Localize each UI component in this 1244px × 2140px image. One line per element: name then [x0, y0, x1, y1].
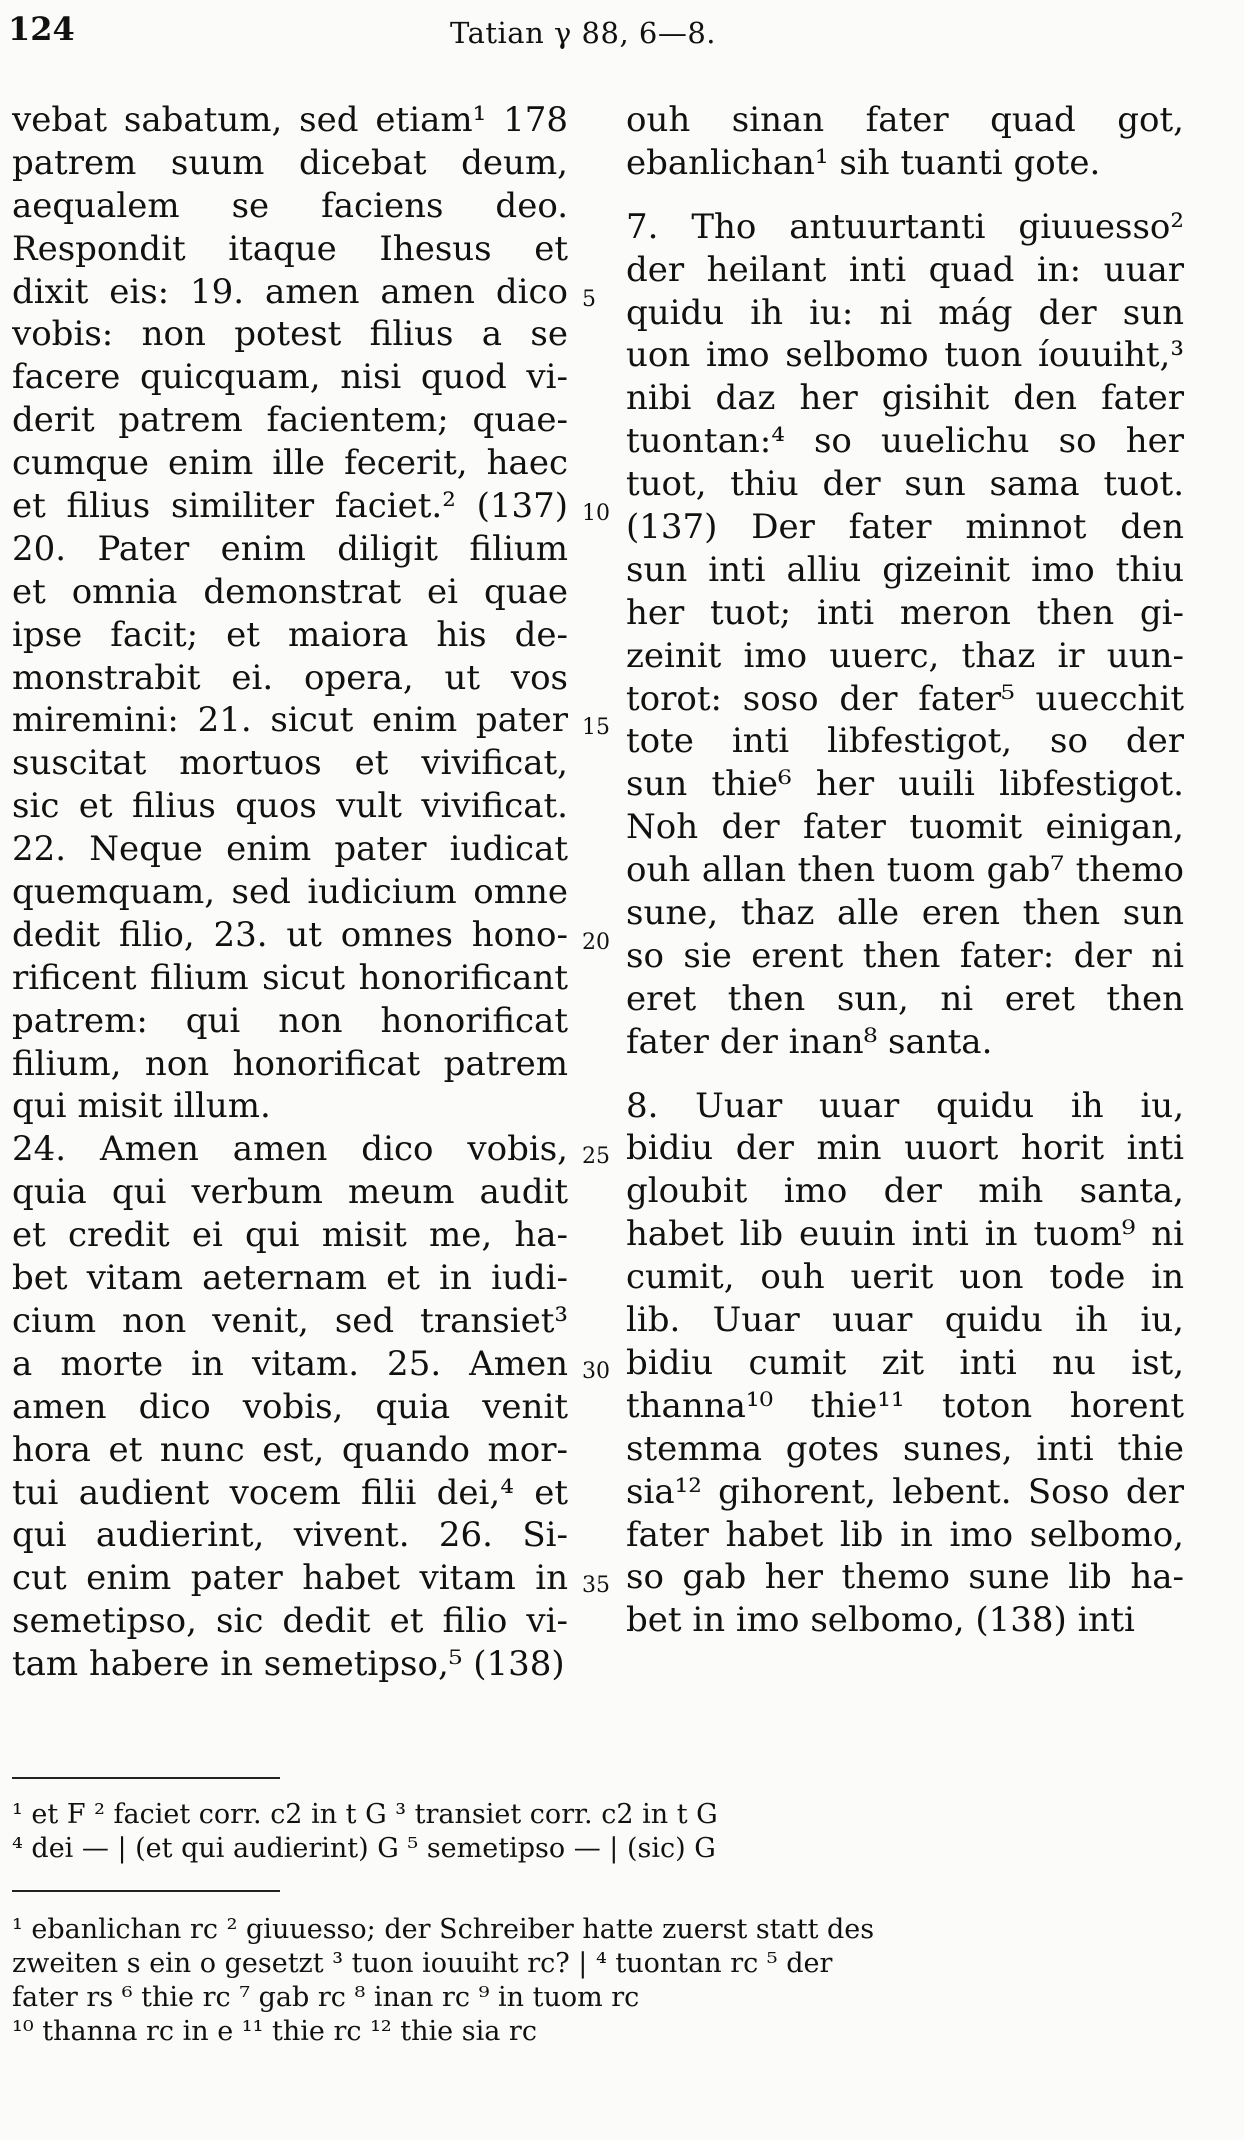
- latin-line: Respondit itaque Ihesus et: [12, 228, 568, 269]
- ohg-line: sun thie⁶ her uuili libfestigot.: [626, 764, 1184, 805]
- line-number: [582, 1343, 622, 1386]
- line-number-label: 35: [582, 1573, 610, 1599]
- line-number: [582, 142, 622, 185]
- line-number: [582, 828, 622, 871]
- latin-line: et credit ei qui misit me, ha-: [12, 1215, 568, 1256]
- latin-line: facere quicquam, nisi quod vi-: [12, 357, 568, 398]
- line-number-label: 25: [582, 1144, 610, 1170]
- ohg-line: bet in imo selbomo, (138) inti: [626, 1600, 1135, 1641]
- footnote-separator-1: [12, 1777, 280, 1779]
- ohg-line: lib. Uuar uuar quidu ih iu,: [626, 1300, 1184, 1341]
- line-number: [582, 1643, 622, 1686]
- footnote-line: ¹ ebanlichan rc ² giuuesso; der Schreiber hatte zuerst statt des: [12, 1914, 875, 1945]
- line-number-label: 5: [582, 286, 596, 312]
- ohg-line: ouh sinan fater quad got,: [626, 100, 1184, 140]
- line-number: [582, 313, 622, 356]
- latin-line: hora et nunc est, quando mor-: [12, 1429, 568, 1470]
- line-number: [582, 1000, 622, 1043]
- ohg-line: uon imo selbomo tuon íouuiht,³: [626, 335, 1184, 376]
- line-number-label: 10: [582, 501, 610, 527]
- line-number: [582, 957, 622, 1000]
- latin-line: miremini: 21. sicut enim pater: [12, 700, 568, 741]
- line-number: [582, 1171, 622, 1214]
- line-number: [582, 356, 622, 399]
- ohg-line: fater habet lib in imo selbomo,: [626, 1514, 1184, 1555]
- latin-line: qui misit illum.: [12, 1086, 271, 1127]
- latin-line: cumque enim ille fecerit, haec: [12, 443, 568, 484]
- ohg-line: thanna¹⁰ thie¹¹ toton horent: [626, 1385, 1184, 1426]
- ohg-line: (137) Der fater minnot den: [626, 507, 1184, 548]
- footnotes-apparatus-1: [12, 1798, 1182, 1866]
- line-number: [582, 1429, 622, 1472]
- latin-line: 24. Amen amen dico vobis,: [12, 1129, 568, 1170]
- latin-line: patrem suum dicebat deum,: [12, 142, 568, 183]
- ohg-line: quidu ih iu: ni mág der sun: [626, 292, 1184, 333]
- line-number: [582, 1300, 622, 1343]
- ohg-line: sune, thaz alle eren then sun: [626, 893, 1184, 934]
- latin-line: dixit eis: 19. amen amen dico: [12, 271, 568, 312]
- line-number: [582, 1386, 622, 1429]
- latin-line: semetipso, sic dedit et filio vi-: [12, 1601, 568, 1642]
- line-number-gutter: [582, 99, 622, 1686]
- line-number: [582, 614, 622, 657]
- ohg-line: eret then sun, ni eret then: [626, 978, 1184, 1019]
- footnotes-apparatus-2: [12, 1913, 1182, 2049]
- ohg-line: tote inti libfestigot, so der: [626, 721, 1184, 762]
- line-number: [582, 1557, 622, 1600]
- ohg-line: bidiu cumit zit inti nu ist,: [626, 1342, 1184, 1383]
- line-number: [582, 1085, 622, 1128]
- ohg-line: tuot, thiu der sun sama tuot.: [626, 464, 1184, 505]
- line-number: [582, 1514, 622, 1557]
- line-number: [582, 185, 622, 228]
- latin-line: vobis: non potest filius a se: [12, 314, 568, 355]
- line-number-label: 30: [582, 1358, 610, 1384]
- line-number: [582, 742, 622, 785]
- footnote-line: zweiten s ein o gesetzt ³ tuon iouuiht rc? | ⁴ tuontan rc ⁵ der: [12, 1948, 833, 1979]
- line-number: [582, 442, 622, 485]
- latin-text-column: [12, 99, 568, 1686]
- line-number-label: 20: [582, 929, 610, 955]
- page-number: 124: [8, 10, 75, 48]
- line-number: [582, 785, 622, 828]
- line-number: [582, 1043, 622, 1086]
- ohg-line: sun inti alliu gizeinit imo thiu: [626, 549, 1184, 590]
- ohg-line: gloubit imo der mih santa,: [626, 1171, 1184, 1212]
- latin-line: filium, non honorificat patrem: [12, 1043, 568, 1084]
- ohg-line: torot: soso der fater⁵ uuecchit: [626, 678, 1184, 719]
- line-number: [582, 399, 622, 442]
- ohg-line: sia¹² gihorent, lebent. Soso der: [626, 1471, 1184, 1512]
- ohg-line: [626, 185, 1184, 206]
- latin-line: et omnia demonstrat ei quae: [12, 571, 568, 612]
- ohg-line: ebanlichan¹ sih tuanti gote.: [626, 142, 1101, 183]
- line-number: [582, 914, 622, 957]
- latin-line: dedit filio, 23. ut omnes hono-: [12, 914, 568, 955]
- latin-line: 20. Pater enim diligit filium: [12, 528, 568, 569]
- footnote-line: ¹⁰ thanna rc in e ¹¹ thie rc ¹² thie sia rc: [12, 2016, 537, 2047]
- latin-line: suscitat mortuos et vivificat,: [12, 743, 568, 784]
- line-number: [582, 228, 622, 271]
- line-number: [582, 1472, 622, 1515]
- footnote-line: fater rs ⁶ thie rc ⁷ gab rc ⁸ inan rc ⁹ in tuom rc: [12, 1982, 640, 2013]
- line-number: [582, 1600, 622, 1643]
- line-number: [582, 99, 622, 142]
- ohg-line: so gab her themo sune lib ha-: [626, 1557, 1184, 1598]
- latin-line: 22. Neque enim pater iudicat: [12, 829, 568, 870]
- ohg-line: ouh allan then tuom gab⁷ themo: [626, 850, 1184, 891]
- ohg-line: nibi daz her gisihit den fater: [626, 378, 1184, 419]
- latin-line: cium non venit, sed transiet³: [12, 1300, 568, 1341]
- line-number: [582, 485, 622, 528]
- latin-line: monstrabit ei. opera, ut vos: [12, 657, 568, 698]
- line-number: [582, 528, 622, 571]
- ohg-line: stemma gotes sunes, inti thie: [626, 1428, 1184, 1469]
- latin-line: rificent filium sicut honorificant: [12, 957, 568, 998]
- latin-line: a morte in vitam. 25. Amen: [12, 1343, 568, 1384]
- footnote-line: ¹ et F ² faciet corr. c2 in t G ³ transiet corr. c2 in t G: [12, 1799, 718, 1830]
- line-number: [582, 1214, 622, 1257]
- footnote-separator-2: [12, 1890, 280, 1892]
- ohg-line: so sie erent then fater: der ni: [626, 935, 1184, 976]
- ohg-line: tuontan:⁴ so uuelichu so her: [626, 421, 1184, 462]
- line-number: [582, 1128, 622, 1171]
- line-number: [582, 271, 622, 314]
- line-number: [582, 1257, 622, 1300]
- latin-line: sic et filius quos vult vivificat.: [12, 786, 568, 827]
- old-high-german-text-column: [626, 99, 1184, 1642]
- latin-line: et filius similiter faciet.² (137): [12, 486, 568, 527]
- latin-line: tui audient vocem filii dei,⁴ et: [12, 1472, 568, 1513]
- ohg-line: bidiu der min uuort horit inti: [626, 1128, 1184, 1169]
- latin-line: quemquam, sed iudicium omne: [12, 872, 568, 913]
- latin-line: vebat sabatum, sed etiam¹ 178: [12, 100, 568, 140]
- line-number: [582, 699, 622, 742]
- latin-line: ipse facit; et maiora his de-: [12, 614, 568, 655]
- latin-line: tam habere in semetipso,⁵ (138): [12, 1644, 565, 1685]
- footnote-line: ⁴ dei — | (et qui audierint) G ⁵ semetipso — | (sic) G: [12, 1833, 716, 1864]
- latin-line: quia qui verbum meum audit: [12, 1172, 568, 1213]
- ohg-line: her tuot; inti meron then gi-: [626, 592, 1184, 633]
- ohg-line: [626, 1064, 1184, 1085]
- ohg-line: Noh der fater tuomit einigan,: [626, 807, 1184, 848]
- ohg-line: zeinit imo uuerc, thaz ir uun-: [626, 635, 1184, 676]
- ohg-line: habet lib euuin inti in tuom⁹ ni: [626, 1214, 1184, 1255]
- ohg-line: 8. Uuar uuar quidu ih iu,: [626, 1085, 1184, 1126]
- ohg-line: der heilant inti quad in: uuar: [626, 249, 1184, 290]
- latin-line: cut enim pater habet vitam in: [12, 1558, 568, 1599]
- line-number: [582, 657, 622, 700]
- latin-line: bet vitam aeternam et in iudi-: [12, 1258, 568, 1299]
- latin-line: qui audierint, vivent. 26. Si-: [12, 1515, 568, 1556]
- page-header: [0, 10, 1244, 58]
- line-number: [582, 571, 622, 614]
- latin-line: patrem: qui non honorificat: [12, 1000, 568, 1041]
- latin-line: aequalem se faciens deo.: [12, 185, 568, 226]
- line-number-label: 15: [582, 715, 610, 741]
- latin-line: derit patrem facientem; quae-: [12, 400, 568, 441]
- running-title: Tatian γ 88, 6—8.: [450, 16, 717, 50]
- line-number: [582, 871, 622, 914]
- ohg-line: fater der inan⁸ santa.: [626, 1021, 993, 1062]
- ohg-line: 7. Tho antuurtanti giuuesso²: [626, 206, 1184, 247]
- latin-line: amen dico vobis, quia venit: [12, 1386, 568, 1427]
- ohg-line: cumit, ouh uerit uon tode in: [626, 1257, 1184, 1298]
